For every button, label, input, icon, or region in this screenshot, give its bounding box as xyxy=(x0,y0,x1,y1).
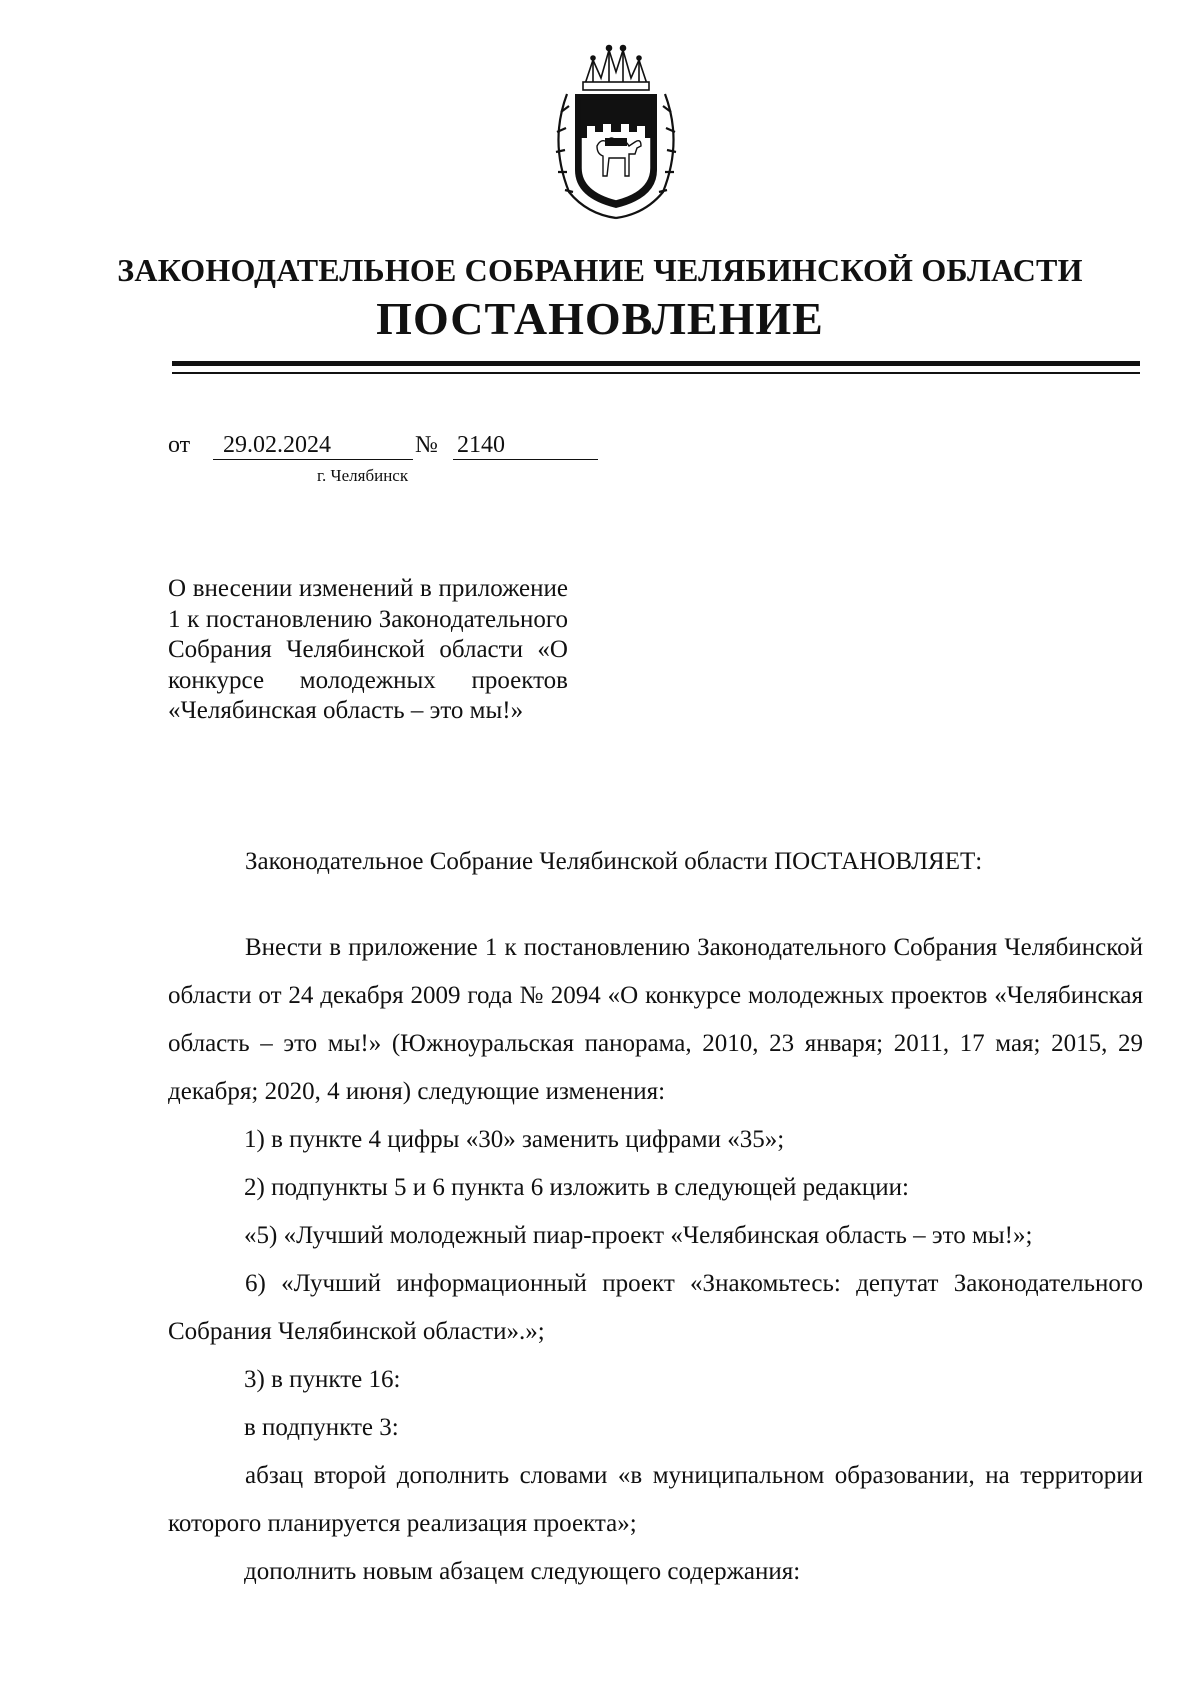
body-item-2: 2) подпункты 5 и 6 пункта 6 изложить в следующей редакции: xyxy=(244,1174,909,1201)
document-date: 29.02.2024 xyxy=(213,432,413,460)
body-item-3-para2: абзац второй дополнить словами «в муниципальном образовании, на территории которого планируется реализация проекта»; xyxy=(168,1462,1143,1537)
date-prefix: от xyxy=(168,432,191,458)
header-divider-thick xyxy=(172,361,1140,366)
header-divider-thin xyxy=(172,372,1140,374)
document-city: г. Челябинск xyxy=(317,466,409,485)
body-item-3-new: дополнить новым абзацем следующего содержания: xyxy=(244,1558,801,1585)
document-number: 2140 xyxy=(453,432,598,460)
coat-of-arms-icon xyxy=(543,42,689,220)
body-intro: Внести в приложение 1 к постановлению Законодательного Собрания Челябинской области от 24 декабря 2009 года № 2094 «О конкурсе молодежных проектов «Челябинская область – это мы!» (Южноуральская панорама, 2010, 23 января; 2011, 17 мая; 2015, 29 декабря; 2020, 4 июня) следующие изменения: xyxy=(168,934,1143,1105)
document-subject: О внесении изменений в приложение 1 к постановлению Законодательного Собрания Челябинской области «О конкурсе молодежных проектов «Челябинская область – это мы!» xyxy=(168,575,568,724)
document-meta xyxy=(168,432,598,462)
body-item-1: 1) в пункте 4 цифры «30» заменить цифрами «35»; xyxy=(244,1126,785,1153)
decree-lead: Законодательное Собрание Челябинской области ПОСТАНОВЛЯЕТ: xyxy=(245,848,983,875)
body-item-3: 3) в пункте 16: xyxy=(244,1366,401,1393)
organization-name: ЗАКОНОДАТЕЛЬНОЕ СОБРАНИЕ ЧЕЛЯБИНСКОЙ ОБЛАСТИ xyxy=(117,252,1083,288)
body-item-3-sub: в подпункте 3: xyxy=(244,1414,399,1441)
body-item-2-5: «5) «Лучший молодежный пиар-проект «Челябинская область – это мы!»; xyxy=(244,1222,1033,1249)
document-body xyxy=(168,924,1143,1596)
body-item-2-6: 6) «Лучший информационный проект «Знакомьтесь: депутат Законодательного Собрания Челябинской области».»; xyxy=(168,1270,1143,1345)
number-label: № xyxy=(415,432,438,458)
document-type-title: ПОСТАНОВЛЕНИЕ xyxy=(376,293,824,344)
